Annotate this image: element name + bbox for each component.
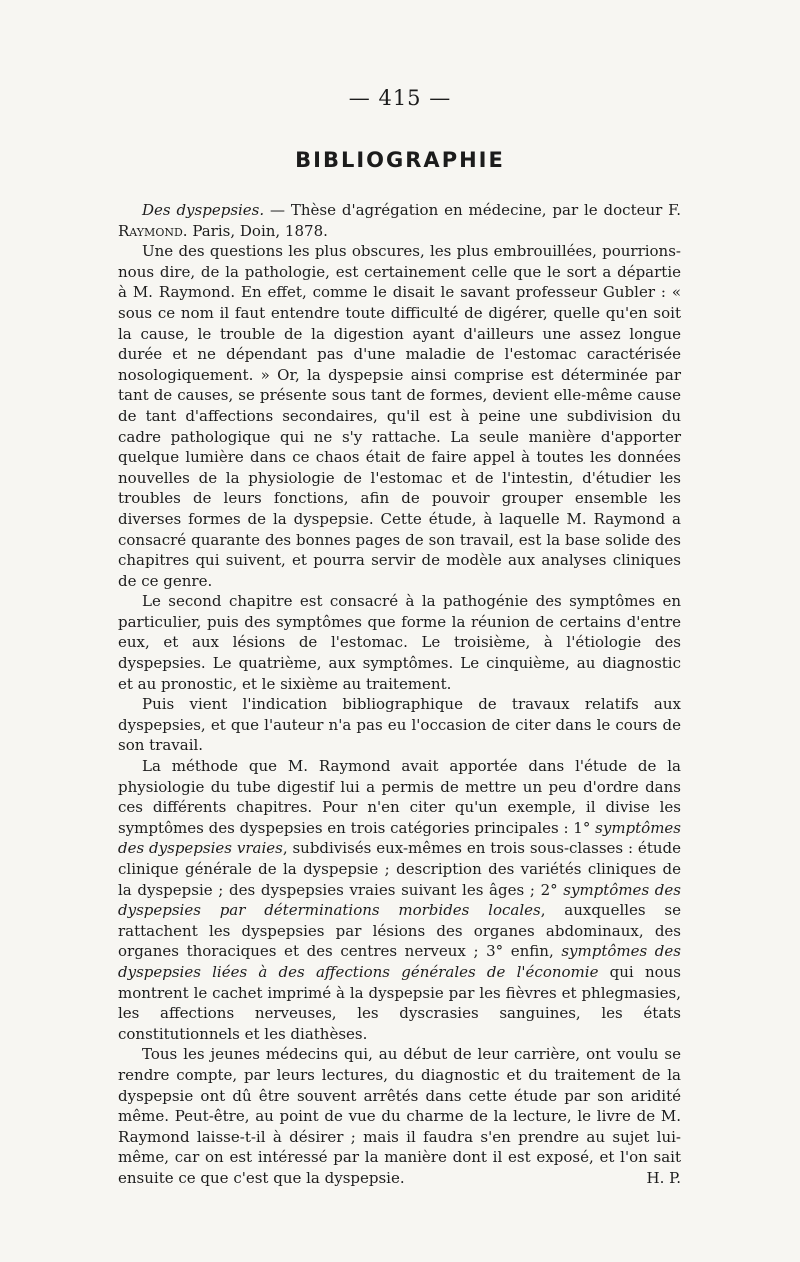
paragraph-5 <box>118 1044 681 1188</box>
p4-italic-2: symptômes des dyspepsies par déterminations morbides locales <box>118 880 681 920</box>
section-title: BIBLIOGRAPHIE <box>295 148 505 172</box>
p4-text-4: qui nous montrent le cachet imprimé à la dyspepsie par les fièvres et phlegmasies, les affections nerveuses, les dyscrasies sanguines, les états constitutionnels et les diathèses. <box>118 962 681 1043</box>
p4-italic-3: symptômes des dyspepsies liées à des affections générales de l'économie <box>118 942 681 981</box>
reference-text-2: . Paris, Doin, 1878. <box>182 221 328 240</box>
paragraph-4 <box>118 756 681 1044</box>
reference-text-1: — Thèse d'agrégation en médecine, par le docteur F. <box>264 201 682 219</box>
article-body <box>118 200 681 1189</box>
p4-text-2: , subdivisés eux-mêmes en trois sous-classes : étude clinique générale de la dyspepsie ; description des variétés cliniques de la dyspepsie ; des dyspepsies vraies suivant les âges ; 2° <box>118 839 681 899</box>
signature: H. P. <box>646 1168 681 1187</box>
author-name: Raymond <box>118 221 183 240</box>
p4-text-1: La méthode que M. Raymond avait apportée dans l'étude de la physiologie du tube digestif lui a permis de mettre un peu d'ordre dans ces différents chapitres. Pour n'en citer qu'un exemple, il divise les symptômes des dyspepsies en trois catégories principales : 1° <box>118 757 681 837</box>
paragraph-2: Le second chapitre est consacré à la pathogénie des symptômes en particulier, puis des symptômes que forme la réunion de certains d'entre eux, et aux lésions de l'estomac. Le troisième, à l'étiologie des dyspepsies. Le quatrième, aux symptômes. Le cinquième, au diagnostic et au pronostic, et le sixième au traitement. <box>118 592 681 693</box>
work-title: Des dyspepsies. <box>142 201 265 219</box>
p4-text-3: , auxquelles se rattachent les dyspepsies par lésions des organes abdominaux, des organes thoraciques et des centres nerveux ; 3° enfin, <box>118 901 681 961</box>
paragraph-3: Puis vient l'indication bibliographique de travaux relatifs aux dyspepsies, et que l'auteur n'a pas eu l'occasion de citer dans le cours de son travail. <box>118 695 681 755</box>
bibliographic-reference <box>118 200 681 241</box>
p5-text: Tous les jeunes médecins qui, au début de leur carrière, ont voulu se rendre compte, par leurs lectures, du diagnostic et du traitement de la dyspepsie ont dû être souvent arrêtés dans cette étude par son aridité même. Peut-être, au point de vue du charme de la lecture, le livre de M. Raymond laisse-t-il à désirer ; mais il faudra s'en prendre au sujet lui-même, car on est intéressé par la manière dont il est exposé, et l'on sait ensuite ce que c'est que la dyspepsie. <box>118 1045 681 1187</box>
p4-italic-1: symptômes des dyspepsies vraies <box>118 818 681 858</box>
paragraph-1: Une des questions les plus obscures, les plus embrouillées, pourrions-nous dire, de la pathologie, est certainement celle que le sort a départie à M. Raymond. En effet, comme le disait le savant professeur Gubler : « sous ce nom il faut entendre toute difficulté de digérer, quelle qu'en soit la cause, le trouble de la digestion ayant d'ailleurs une assez longue durée et ne dépendant pas d'une maladie de l'estomac caractérisée nosologiquement. » Or, la dyspepsie ainsi comprise est déterminée par tant de causes, se présente sous tant de formes, devient elle-même cause de tant d'affections secondaires, qu'il est à peine une subdivision du cadre pathologique qui ne s'y rattache. La seule manière d'apporter quelque lumière dans ce chaos était de faire appel à toutes les données nouvelles de la physiologie de l'estomac et de l'intestin, d'étudier les troubles de leurs fonctions, afin de pouvoir grouper ensemble les diverses formes de la dyspepsie. Cette étude, à laquelle M. Raymond a consacré quarante des bonnes pages de son travail, est la base solide des chapitres qui suivent, et pourra servir de modèle aux analyses cliniques de ce genre. <box>118 242 681 590</box>
page-number: — 415 — <box>348 86 452 110</box>
